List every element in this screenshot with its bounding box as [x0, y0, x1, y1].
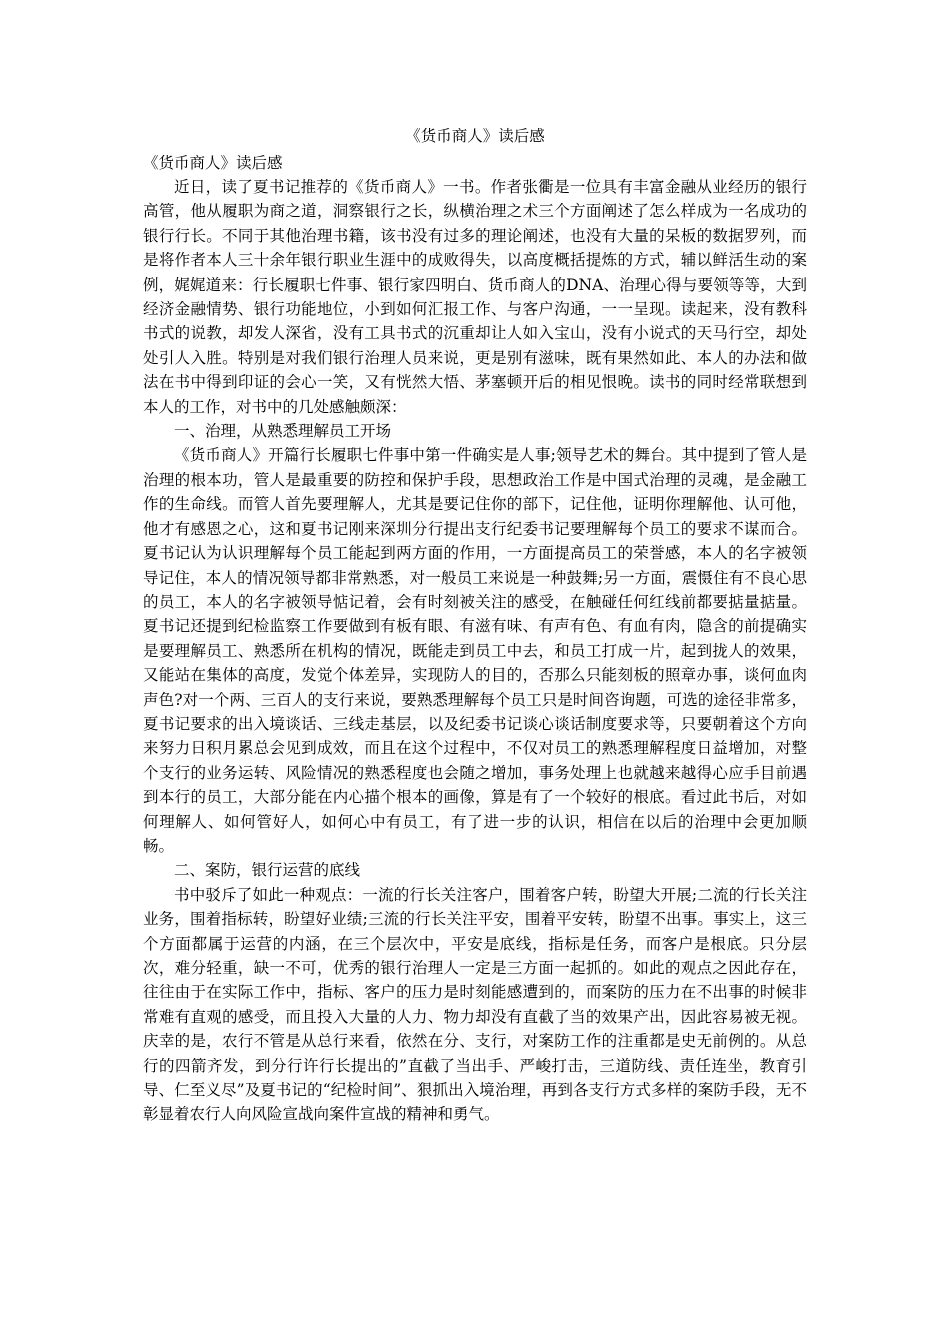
document-subtitle: 《货币商人》读后感	[143, 154, 283, 172]
paragraph-section-2: 书中驳斥了如此一种观点：一流的行长关注客户，围着客户转，盼望大开展;二流的行长关注业务，围着指标转，盼望好业绩;三流的行长关注平安，围着平安转，盼望不出事。事实上，这三个方面都属于运营的内涵，在三个层次中，平安是底线，指标是任务，而客户是根底。只分层次，难分轻重，缺一不可，优秀的银行治理人一定是三方面一起抓的。如此的观点之因此存在，往往由于在实际工作中，指标、客户的压力是时刻能感遭到的，而案防的压力在不出事的时候非常难有直观的感受，而且投入大量的人力、物力却没有直截了当的效果产出，因此容易被无视。庆幸的是，农行不管是从总行来看，依然在分、支行，对案防工作的注重都是史无前例的。从总行的四箭齐发，到分行许行长提出的”直截了当出手、严峻打击，三道防线、责任连坐，教育引导、仁至义尽”及夏书记的“纪检时间”、狠抓出入境治理，再到各支行方式多样的案防手段，无不彰显着农行人向风险宣战向案件宣战的精神和勇气。	[143, 885, 807, 1124]
section-heading-1: 一、治理，从熟悉理解员工开场	[174, 422, 392, 441]
section-heading-2: 二、案防，银行运营的底线	[174, 861, 361, 880]
document-body	[143, 175, 807, 1127]
paragraph-section-1: 《货币商人》开篇行长履职七件事中第一件确实是人事;领导艺术的舞台。其中提到了管人是治理的根本功，管人是最重要的防控和保护手段，思想政治工作是中国式治理的灵魂，是金融工作的生命线。而管人首先要理解人，尤其是要记住你的部下，记住他，证明你理解他、认可他，他才有感恩之心，这和夏书记刚来深圳分行提出支行纪委书记要理解每个员工的要求不谋而合。夏书记认为认识理解每个员工能起到两方面的作用，一方面提高员工的荣誉感，本人的名字被领导记住，本人的情况领导都非常熟悉，对一般员工来说是一种鼓舞;另一方面，震慑住有不良心思的员工，本人的名字被领导惦记着，会有时刻被关注的感受，在触碰任何红线前都要掂量掂量。夏书记还提到纪检监察工作要做到有板有眼、有滋有味、有声有色、有血有肉，隐含的前提确实是要理解员工、熟悉所在机构的情况，既能走到员工中去，和员工打成一片，起到拢人的效果，又能站在集体的高度，发觉个体差异，实现防人的目的，否那么只能刻板的照章办事，谈何血肉声色?对一个两、三百人的支行来说，要熟悉理解每个员工只是时间咨询题，可选的途径非常多，夏书记要求的出入境谈话、三线走基层，以及纪委书记谈心谈话制度要求等，只要朝着这个方向来努力日积月累总会见到成效，而且在这个过程中，不仅对员工的熟悉理解程度日益增加，对整个支行的业务运转、风险情况的熟悉程度也会随之增加，事务处理上也就越来越得心应手目前遇到本行的员工，大部分能在内心描个根本的画像，算是有了一个较好的根底。看过此书后，对如何理解人、如何管好人，如何心中有员工，有了进一步的认识，相信在以后的治理中会更加顺畅。	[143, 446, 807, 855]
paragraph-intro: 近日，读了夏书记推荐的《货币商人》一书。作者张衢是一位具有丰富金融从业经历的银行高管，他从履职为商之道，洞察银行之长，纵横治理之术三个方面阐述了怎么样成为一名成功的银行行长。不同于其他治理书籍，该书没有过多的理论阐述，也没有大量的呆板的数据罗列，而是将作者本人三十余年银行职业生涯中的成败得失，以高度概括提炼的方式，辅以鲜活生动的案例，娓娓道来：行长履职七件事、银行家四明白、货币商人的DNA、治理心得与要领等等，大到经济金融情势、银行功能地位，小到如何汇报工作、与客户沟通，一一呈现。读起来，没有教科书式的说教，却发人深省，没有工具书式的沉重却让人如入宝山，没有小说式的天马行空，却处处引人入胜。特别是对我们银行治理人员来说，更是别有滋味，既有果然如此、本人的办法和做法在书中得到印证的会心一笑，又有恍然大悟、茅塞顿开后的相见恨晚。读书的同时经常联想到本人的工作，对书中的几处感触颇深：	[143, 178, 807, 416]
document-title: 《货币商人》读后感	[405, 127, 545, 145]
